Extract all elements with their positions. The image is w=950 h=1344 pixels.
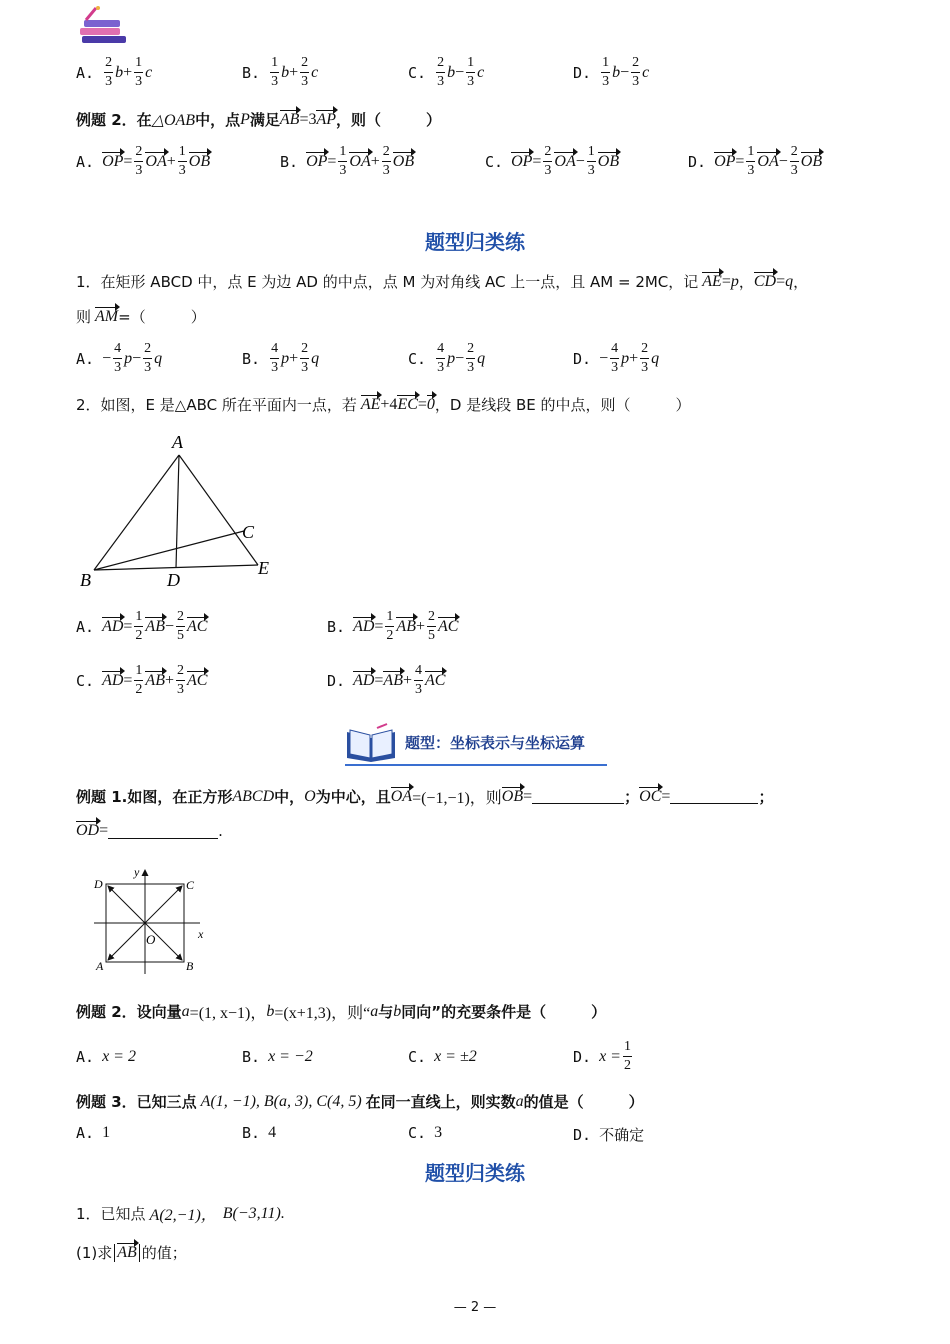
square-b-label: B <box>186 959 194 973</box>
open-book-icon <box>343 722 399 762</box>
coord-example-2-option-b[interactable]: B. x = −2 <box>242 1048 313 1066</box>
problem-2-option-c[interactable]: C. AD = $\frac{1}{2}$ AB + $\frac{2}{3}$ AC <box>76 663 208 697</box>
example-2-question: 例题 2．在 △OAB 中，点 P 满足 AB =3 AP ，则（ ） <box>76 110 442 129</box>
section-title-2: 题型归类练 <box>425 1161 525 1185</box>
example-2-option-a[interactable]: A. OP = $\frac{2}{3}$ OA + $\frac{1}{3}$ OB <box>76 144 211 178</box>
banner-text: 题型：坐标表示与坐标运算 <box>405 733 586 752</box>
problem-1-option-b[interactable]: B. $\frac{4}{3}$ p + $\frac{2}{3}$ q <box>242 341 320 375</box>
problem-1-option-a[interactable]: A. − $\frac{4}{3}$ p − $\frac{2}{3}$ q <box>76 341 163 375</box>
square-a-label: A <box>96 959 104 973</box>
answer-blank-oc[interactable] <box>670 789 758 804</box>
vertex-b-label: B <box>80 570 91 590</box>
answer-blank-od[interactable] <box>108 824 218 839</box>
coord-example-2-option-d[interactable]: D. x = $\frac{1}{2}$ <box>573 1039 631 1073</box>
topic-banner <box>343 722 585 762</box>
header-logo <box>78 6 130 54</box>
banner-underline <box>345 764 607 766</box>
square-figure <box>88 862 216 980</box>
point-e-label: E <box>258 558 269 578</box>
coord-example-3-option-a[interactable]: A. 1 <box>76 1124 111 1142</box>
option-b-prev: B. $\frac{1}{3}$ b + $\frac{2}{3}$ c <box>242 55 319 89</box>
problem-2-option-d[interactable]: D. AD = AB + $\frac{4}{3}$ AC <box>327 663 446 697</box>
stacked-books-pencil-icon <box>78 6 130 50</box>
problem-2-option-a[interactable]: A. AD = $\frac{1}{2}$ AB − $\frac{2}{5}$ AC <box>76 609 208 643</box>
problem-2-option-b[interactable]: B. AD = $\frac{1}{2}$ AB + $\frac{2}{5}$ AC <box>327 609 459 643</box>
point-d-label: D <box>167 570 180 590</box>
y-axis-label: y <box>134 865 140 879</box>
x-axis-label: x <box>198 927 204 941</box>
problem-3-question: 1．已知点 A(2,−1)， B(−3,11). <box>76 1204 285 1224</box>
origin-label: O <box>146 932 156 947</box>
vertex-c-label: C <box>242 522 255 542</box>
coord-example-3: 例题 3．已知三点 A(1, −1), B(a, 3), C(4, 5) 在同一直线上，则实数 a 的值是（ ） <box>76 1092 644 1111</box>
triangle-label: △OAB <box>151 111 196 129</box>
option-c-label[interactable]: C. <box>408 63 427 82</box>
option-row-prev: A. $\frac{2}{3}$ b + $\frac{1}{3}$ c <box>76 55 153 89</box>
example-2-option-d[interactable]: D. OP = $\frac{1}{3}$ OA − $\frac{2}{3}$ OB <box>688 144 823 178</box>
example-2-option-b[interactable]: B. OP = $\frac{1}{3}$ OA + $\frac{2}{3}$ OB <box>280 144 415 178</box>
question-text: 例题 2．在 <box>76 111 152 129</box>
square-c-label: C <box>186 878 195 892</box>
option-b-label[interactable]: B. <box>242 63 261 82</box>
page-number: — 2 — <box>453 1300 497 1315</box>
triangle-figure <box>76 430 286 595</box>
coord-example-2-option-c[interactable]: C. x = ±2 <box>408 1048 477 1066</box>
option-d-prev: D. $\frac{1}{3}$ b − $\frac{2}{3}$ c <box>573 55 650 89</box>
problem-3-sub-1: (1)求 AB 的值； <box>76 1243 187 1262</box>
problem-1-line-2: 则 AM =（ ） <box>76 307 206 326</box>
option-d-label[interactable]: D. <box>573 63 592 82</box>
problem-1-option-d[interactable]: D. − $\frac{4}{3}$ p + $\frac{2}{3}$ q <box>573 341 660 375</box>
coord-example-1: 例题 1.如图，在正方形 ABCD 中， O 为中心，且 OA =(−1,−1)，则 OB = ； OC = ； <box>76 787 774 807</box>
option-a-label[interactable]: A. <box>76 63 95 82</box>
coord-example-3-option-b[interactable]: B. 4 <box>242 1124 277 1142</box>
vertex-a-label: A <box>172 432 183 452</box>
coord-example-2-option-a[interactable]: A. x = 2 <box>76 1048 136 1066</box>
coord-example-1-line-2: OD = . <box>76 822 223 840</box>
section-title: 题型归类练 <box>425 230 525 254</box>
problem-1-line-1: 1．在矩形 ABCD 中，点 E 为边 AD 的中点，点 M 为对角线 AC 上一点，且 AM = 2MC，记 AE = p ， CD = q ， <box>76 272 809 291</box>
coord-example-3-option-d[interactable]: D. 不确定 <box>573 1125 645 1144</box>
coord-example-2: 例题 2．设向量 a =(1, x−1)， b =(x+1,3)，则“ a 与 b 同向”的充要条件是（ ） <box>76 1002 607 1022</box>
option-c-prev: C. $\frac{2}{3}$ b − $\frac{1}{3}$ c <box>408 55 485 89</box>
square-d-label: D <box>94 877 103 891</box>
problem-1-option-c[interactable]: C. $\frac{4}{3}$ p − $\frac{2}{3}$ q <box>408 341 486 375</box>
coord-example-3-option-c[interactable]: C. 3 <box>408 1124 443 1142</box>
example-2-option-c[interactable]: C. OP = $\frac{2}{3}$ OA − $\frac{1}{3}$ OB <box>485 144 620 178</box>
answer-blank-ob[interactable] <box>532 789 624 804</box>
problem-2-question: 2．如图，E 是△ABC 所在平面内一点，若 AE +4 EC = 0 ，D 是线段 BE 的中点，则（ ） <box>76 395 691 414</box>
